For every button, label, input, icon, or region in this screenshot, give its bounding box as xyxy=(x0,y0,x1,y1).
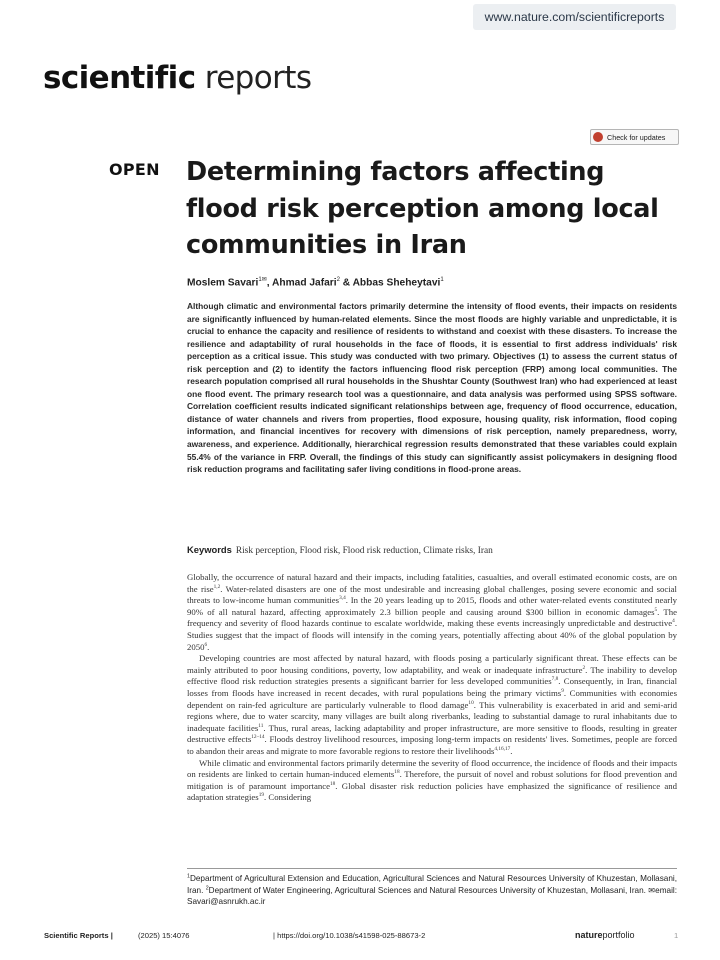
citation-ref[interactable]: 12–14 xyxy=(251,734,265,741)
citation-ref[interactable]: 18 xyxy=(330,780,336,787)
journal-logo-bold: scientific xyxy=(43,60,196,96)
journal-url-tab[interactable]: www.nature.com/scientificreports xyxy=(473,4,676,30)
article-title: Determining factors affecting flood risk perception among local communities in Iran xyxy=(186,157,659,260)
citation-ref[interactable]: 3,4 xyxy=(339,595,346,602)
body-paragraph: Developing countries are most affected by natural hazard, with floods posing a particularly significant threat. These effects can be mainly attributed to poor housing conditions, poverty, low adaptability, and weak or inadequate infrastructure$^2$. The inability to develop effective flood risk reduction strategies presents a significant barrier for less developed communities$^{7,8}$. Consequently, in Iran, financial losses from floods have increased in recent decades, with rural populations being the primary victims$^9$. Communities with economies dependent on rain-fed agriculture are particularly vulnerable to flood damage$^{10}$. This vulnerability is exacerbated in arid and semi-arid regions where, due to water scarcity, many villages are built along riverbanks, leading to substantial damage to rural inhabitants due to inadequate facilities$^{11}$. Thus, rural areas, lacking adaptability and proper infrastructure, are more sensitive to floods, resulting in greater destructive effects$^{12-14}$. Floods destroy livelihood resources, imposing long-term impacts on residents' lives. Sometimes, people are forced to abandon their areas and migrate to more favorable regions to restore their livelihoods$^{4,16,17}$. xyxy=(187,653,677,756)
corresponding-email[interactable]: email: Savari@asnrukh.ac.ir xyxy=(187,885,677,907)
citation-ref[interactable]: 6 xyxy=(204,641,208,648)
author-name[interactable]: Abbas Sheheytavi xyxy=(352,277,441,289)
page-number: 1 xyxy=(674,931,679,940)
author-name[interactable]: Moslem Savari xyxy=(187,277,259,289)
journal-logo[interactable] xyxy=(43,58,311,98)
citation-ref[interactable]: 7,8 xyxy=(551,676,559,683)
article-body xyxy=(187,572,677,804)
journal-logo-light: reports xyxy=(204,60,312,96)
open-access-label: OPEN xyxy=(109,160,160,179)
affiliations: $^1$Department of Agricultural Extension and Education, Agricultural Sciences and Natural Resources University of Khuzestan, Mollasani, Iran. $^2$Department of Water Engineering, Agricultural Sciences and Natural Resources University of Khuzestan, Mollasani, Iran. ✉email: Savari@asnrukh.ac.ir xyxy=(187,873,677,907)
check-for-updates-button[interactable] xyxy=(590,129,679,145)
email-icon: ✉ xyxy=(648,885,656,895)
citation-ref[interactable]: 1,2 xyxy=(213,583,221,590)
keywords-label: Keywords xyxy=(187,544,232,555)
author-name[interactable]: Ahmad Jafari xyxy=(272,277,337,289)
check-for-updates-label: Check for updates xyxy=(607,133,666,142)
footer-doi[interactable]: | https://doi.org/10.1038/s41598-025-88673-2 xyxy=(273,931,426,940)
author-affiliation-ref: 1 xyxy=(440,277,444,283)
abstract: Although climatic and environmental factors primarily determine the intensity of flood events, their impacts on residents are significantly influenced by human-related elements. Since the most floods are highly variable and unpredictable, it is crucial to enhance the capacity and resilience of residents to withstand and coexist with these disasters. To increase the resilience and adaptability of rural households in the face of floods, it is essential to first address individuals' risk perception as a critical issue. This study was conducted with two primary. Objectives (1) to assess the current status of risk perception and (2) to identify the factors influencing flood risk perception (FRP) among local communities. The research population comprised all rural households in the Shushtar County (Southwest Iran) who had experienced at least one flood event. The primary research tool was a questionnaire, and data analysis was performed using SPSS software. Correlation coefficient results indicated significant relationships between age, frequency of flood occurrence, education, distance of water channels and rivers from properties, flood exposure, housing quality, risk information, flood coping information, and financial incentives for recovery with dimensions of risk perception, namely preparedness, worry, awareness, and experience. Additionally, hierarchical regression results demonstrated that these variables could explain 55.4% of the variance in FRP. Overall, the findings of this study can significantly assist policymakers in designing flood risk reduction programs and facilitating safer living conditions in flood-prone areas. xyxy=(187,301,677,475)
footer-journal: Scientific Reports | xyxy=(44,931,113,940)
keywords-list: Risk perception, Flood risk, Flood risk reduction, Climate risks, Iran xyxy=(235,546,493,556)
author-list: Moslem Savari$^{1✉}$, Ahmad Jafari$^2$ & Abbas Sheheytavi$^1$ xyxy=(187,277,444,289)
citation-ref[interactable]: 4 xyxy=(672,618,675,625)
citation-ref[interactable]: 11 xyxy=(258,722,264,729)
citation-ref[interactable]: 19 xyxy=(258,792,264,799)
body-paragraph: Globally, the occurrence of natural hazard and their impacts, including fatalities, casualties, and overall estimated economic costs, are on the rise$^{1,2}$. Water-related disasters are one of the most undesirable and increasing global challenges, posing severe economic and social threats to low-income human communities$^{3,4}$. In the 20 years leading up to 2015, floods and other water-related events constituted nearly 90% of all natural hazard, affecting approximately 2.3 billion people and causing around $300 billion in economic damages$^5$. The frequency and severity of flood hazards continue to escalate worldwide, making these events increasingly unpredictable and destructive$^4$. Studies suggest that the impact of floods will intensify in the coming years, potentially affecting about 40% of the global population by 2050$^6$. xyxy=(187,572,678,652)
citation-ref[interactable]: 4,16,17 xyxy=(494,746,511,752)
crossmark-icon xyxy=(593,132,603,142)
affiliations-divider xyxy=(187,868,677,869)
page-footer xyxy=(44,931,680,945)
nature-portfolio-logo: natureportfolio xyxy=(575,930,635,940)
body-paragraph: While climatic and environmental factors primarily determine the severity of flood occurrence, the incidence of floods and their impacts on residents are linked to certain human-induced elements$^{18}$. Therefore, the pursuit of novel and robust solutions for flood prevention and mitigation is of paramount importance$^{18}$. Global disaster risk reduction policies have emphasized the significance of resilience and adaptation strategies$^{19}$. Considering xyxy=(187,757,678,803)
citation-ref[interactable]: 2 xyxy=(582,664,586,671)
citation-ref[interactable]: 9 xyxy=(561,688,564,695)
citation-ref[interactable]: 5 xyxy=(654,606,658,613)
footer-year-volume: (2025) 15:4076 xyxy=(138,931,190,940)
keywords xyxy=(187,544,687,556)
author-affiliation-ref: 1✉ xyxy=(258,277,267,283)
author-affiliation-ref: 2 xyxy=(336,277,340,283)
citation-ref[interactable]: 18 xyxy=(394,769,400,776)
citation-ref[interactable]: 10 xyxy=(468,699,474,706)
